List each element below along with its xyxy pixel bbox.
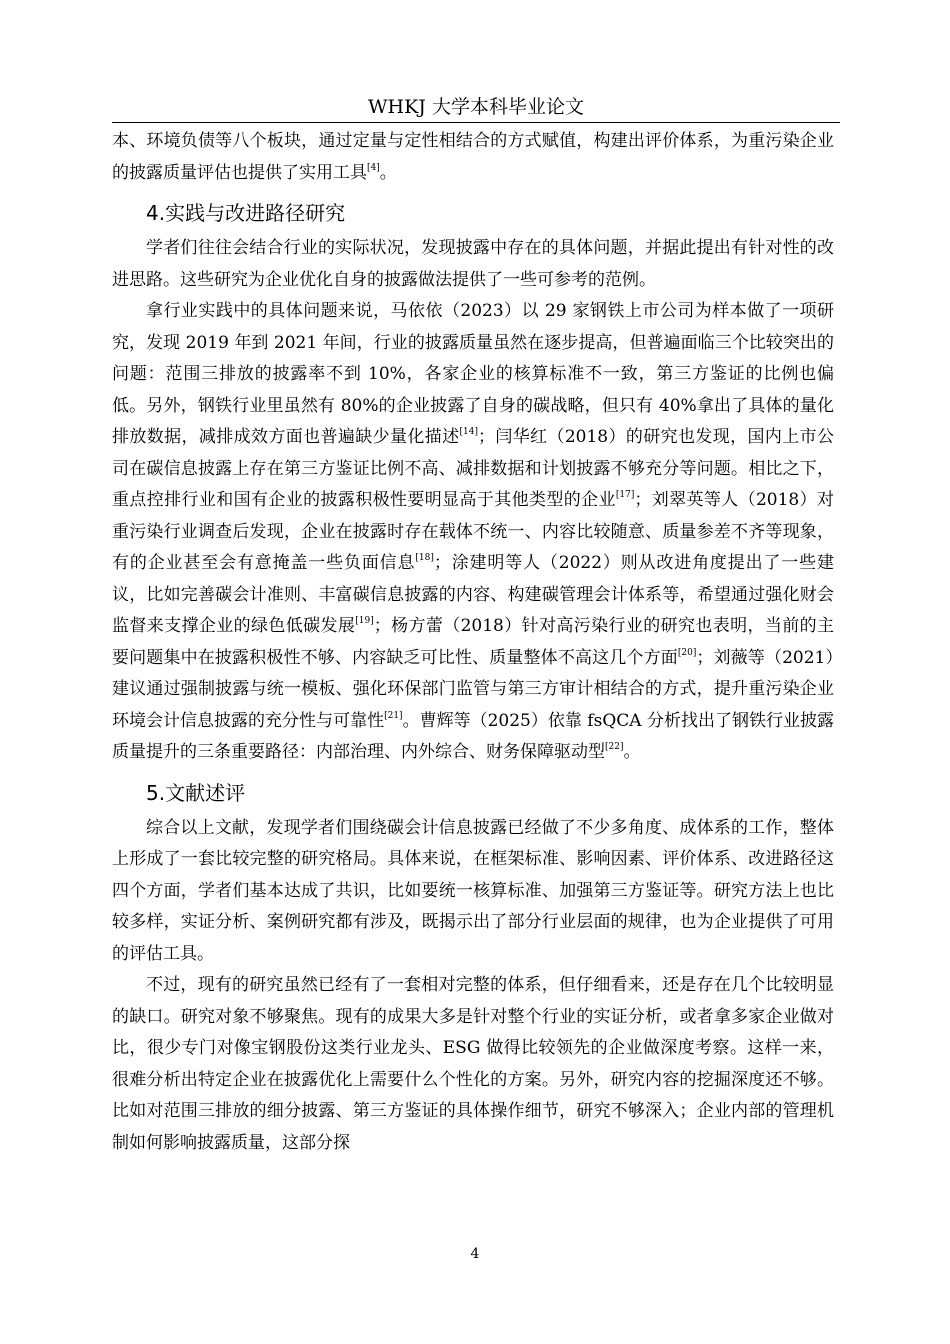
citation-ref: [17] [615,489,635,500]
paragraph-continued: 本、环境负债等八个板块，通过定量与定性相结合的方式赋值，构建出评价体系，为重污染企业的披露质量评估也提供了实用工具[4]。 [112,131,834,183]
citation-ref: [4] [367,162,380,173]
paragraph: 不过，现有的研究虽然已经有了一套相对完整的体系，但仔细看来，还是存在几个比较明显的缺口。研究对象不够聚焦。现有的成果大多是针对整个行业的实证分析，或者拿多家企业做对比，很少专门对像宝钢股份这类行业龙头、ESG 做得比较领先的企业做深度考察。这样一来，很难分析出特定企业在披露优化上需要什么个性化的方案。另外，研究内容的挖掘深度还不够。比如对范围三排放的细分披露、第三方鉴证的具体操作细节，研究不够深入；企业内部的管理机制如何影响披露质量，这部分探 [112,975,834,1153]
citation-ref: [14] [459,426,478,437]
citation-ref: [20] [677,647,697,658]
paragraph: 拿行业实践中的具体问题来说，马依依（2023）以 29 家钢铁上市公司为样本做了一项研究，发现 2019 年到 2021 年间，行业的披露质量虽然在逐步提高，但普遍面临三个比较突出的问题：范围三排放的披露率不到 10%，各家企业的核算标准不一致，第三方鉴证的比例也偏低。另外，钢铁行业里虽然有 80%的企业披露了自身的碳战略，但只有 40%拿出了具体的量化排放数据，减排成效方面也普遍缺少量化描述[14]；闫华红（2018）的研究也发现，国内上市公司在碳信息披露上存在第三方鉴证比例不高、减排数据和计划披露不够充分等问题。相比之下，重点控排行业和国有企业的披露积极性要明显高于其他类型的企业[17]；刘翠英等人（2018）对重污染行业调查后发现，企业在披露时存在载体不统一、内容比较随意、质量参差不齐等现象，有的企业甚至会有意掩盖一些负面信息[18]；涂建明等人（2022）则从改进角度提出了一些建议，比如完善碳会计准则、丰富碳信息披露的内容、构建碳管理会计体系等，希望通过强化财会监督来支撑企业的绿色低碳发展[19]；杨方蕾（2018）针对高污染行业的研究也表明，当前的主要问题集中在披露积极性不够、内容缺乏可比性、质量整体不高这几个方面[20]；刘薇等（2021）建议通过强制披露与统一模板、强化环保部门监管与第三方审计相结合的方式，提升重污染企业环境会计信息披露的充分性与可靠性[21]。曹辉等（2025）依靠 fsQCA 分析找出了钢铁行业披露质量提升的三条重要路径：内部治理、内外综合、财务保障驱动型[22]。 [112,301,835,762]
header-title: WHKJ 大学本科毕业论文 [368,96,584,118]
paragraph: 学者们往往会结合行业的实际状况，发现披露中存在的具体问题，并据此提出有针对性的改进思路。这些研究为企业优化自身的披露做法提供了一些可参考的范例。 [112,238,834,290]
page-number: 4 [470,1246,480,1262]
citation-ref: [21] [384,710,403,721]
document-body [112,126,834,1159]
section-heading-4: 4.实践与改进路径研究 [146,201,346,225]
paragraph: 综合以上文献，发现学者们围绕碳会计信息披露已经做了不少多角度、成体系的工作，整体上形成了一套比较完整的研究格局。具体来说，在框架标准、影响因素、评价体系、改进路径这四个方面，学者们基本达成了共识，比如要统一核算标准、加强第三方鉴证等。研究方法上也比较多样，实证分析、案例研究都有涉及，既揭示出了部分行业层面的规律，也为企业提供了可用的评估工具。 [112,817,834,964]
section-heading-5: 5.文献述评 [146,780,246,805]
citation-ref: [22] [605,741,624,752]
page-header [112,92,840,123]
citation-ref: [18] [415,552,434,563]
citation-ref: [19] [355,615,374,626]
